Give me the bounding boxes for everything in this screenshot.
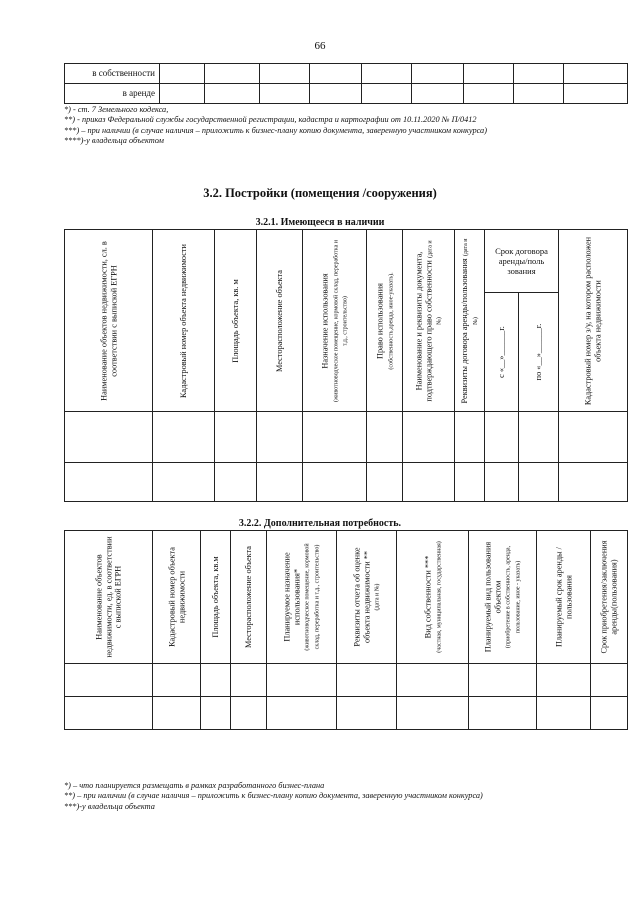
row-label-lease: в аренде xyxy=(65,84,160,104)
footnote: ***) – при наличии (в случае наличия – приложить к бизнес-плану копию документа, заверенную участником конкурса) xyxy=(64,125,487,135)
header-planned-usage-type: Планируемый вид пользования объектом (приобретение в собственность, аренда, пользование, иное - указать) xyxy=(469,531,537,664)
footnote: ***)-у владельца объекта xyxy=(64,801,155,811)
header-lease-term: Срок договора аренды/поль зования xyxy=(485,230,559,293)
footnotes-bottom xyxy=(64,781,624,812)
table1-title: 3.2.1. Имеющееся в наличии xyxy=(255,217,385,228)
header-planned-purpose: Планируемое назначение использования* (животноводческое помещение, кормовой склад, переработка и т.д., строительство) xyxy=(267,531,337,664)
table-row xyxy=(65,664,628,697)
header-valuation-report: Реквизиты отчета об оценке объекта недвижимости ** (дата и №) xyxy=(337,531,397,664)
land-ownership-table xyxy=(64,63,628,104)
header-area: Площадь объекта, кв. м xyxy=(215,230,257,412)
header-lease-agreement: Реквизиты договора аренды/пользования (дата и №) xyxy=(455,230,485,412)
footnote: **) - приказ Федеральной службы государственной регистрации, кадастра и картографии от 10.11.2020 № П/0412 xyxy=(64,115,477,125)
header-land-cadastral-number: Кадастровый номер з/у, на котором расположен объекта недвижимости xyxy=(559,230,628,412)
header-cadastral-number: Кадастровый номер объекта недвижимости xyxy=(153,531,201,664)
table-row xyxy=(65,463,628,502)
existing-buildings-table xyxy=(64,229,628,502)
header-term-from: с «__»______г. xyxy=(485,293,519,412)
header-purpose: Назначение использования (животноводческое помещение, кормовой склад, переработка и т.д., строительство) xyxy=(303,230,367,412)
table-row xyxy=(65,84,628,104)
header-object-name: Наименование объектов недвижимости, сл. в соответствии с выпиской ЕГРН xyxy=(65,230,153,412)
footnote: *) – что планируется размещать в рамках разработанного бизнес-плана xyxy=(64,781,325,790)
header-area: Площадь объекта, кв.м xyxy=(201,531,231,664)
footnote: ****)-у владельца объектом xyxy=(64,136,164,146)
header-ownership-document: Наименование и реквизиты документа, подтверждающего право собственности (дата и №) xyxy=(403,230,455,412)
table2-title: 3.2.2. Дополнительная потребность. xyxy=(238,518,402,529)
header-ownership-type: Вид собственности *** (частная, муниципальная, государственная) xyxy=(397,531,469,664)
table-row xyxy=(65,412,628,463)
page-number: 66 xyxy=(314,40,326,52)
footnote: *) - ст. 7 Земельного кодекса, xyxy=(64,105,169,114)
header-object-name: Наименование объектов недвижимости, ед. в соответствии с выпиской ЕГРН xyxy=(65,531,153,664)
footnotes-top xyxy=(64,105,624,146)
header-acquisition-term: Срок приобретения/заключения аренды(пользования) xyxy=(591,531,628,664)
header-planned-lease-term: Планируемый срок аренды /пользования xyxy=(537,531,591,664)
header-cadastral-number: Кадастровый номер объекта недвижимости xyxy=(153,230,215,412)
header-location: Месторасположение объекта xyxy=(231,531,267,664)
row-label-ownership: в собственности xyxy=(65,64,160,84)
footnote: **) – при наличии (в случае наличия – приложить к бизнес-плану копию документа, заверенную участником конкурса) xyxy=(64,791,483,801)
header-usage-right: Право использования (собственность,аренда, иное-указать). xyxy=(367,230,403,412)
header-term-to: по «__»______г. xyxy=(519,293,559,412)
additional-need-table xyxy=(64,530,628,730)
table-row xyxy=(65,697,628,730)
table-row xyxy=(65,64,628,84)
section-title: 3.2. Постройки (помещения /сооружения) xyxy=(203,186,437,200)
header-location: Месторасположение объекта xyxy=(257,230,303,412)
